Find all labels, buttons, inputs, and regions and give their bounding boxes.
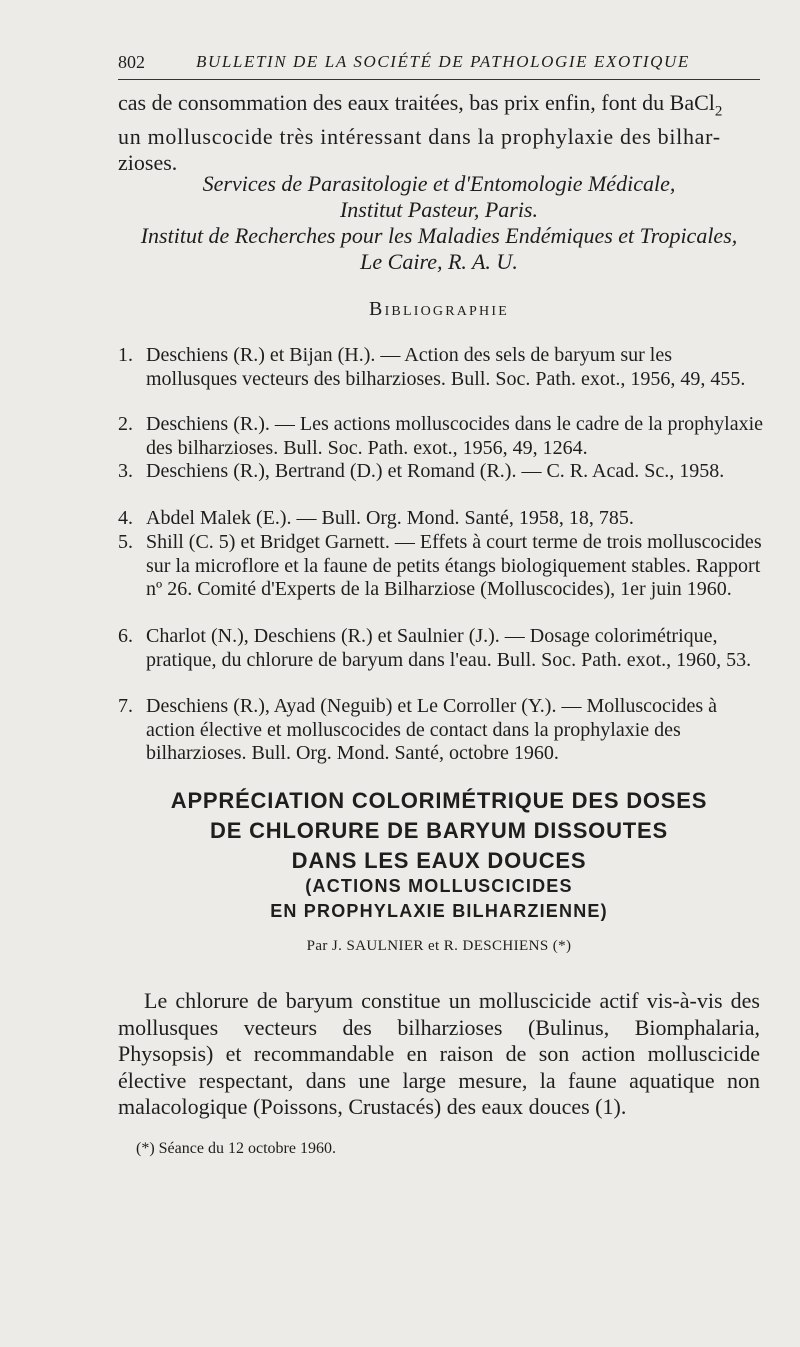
affiliation-line-4: Le Caire, R. A. U. [360,249,518,274]
article-title-line-1: APPRÉCIATION COLORIMÉTRIQUE DES DOSES [170,788,708,813]
bibliography-list [118,344,764,765]
bib-entry: 6. Charlot (N.), Deschiens (R.) et Saulnier (J.). — Dosage colorimétrique, pratique, du chlorure de baryum dans l'eau. Bull. Soc. Path. exot., 1960, 53. [118,625,752,671]
article-title [118,786,760,876]
bib-entry-text: Deschiens (R.). — Les actions molluscocides dans le cadre de la prophylaxie des bilharzioses. Bull. Soc. Path. exot., 1956, 49, 1264. [146,413,764,459]
affiliation [118,171,760,275]
article-title-line-3: DANS LES EAUX DOUCES [291,848,587,873]
intro-subscript: 2 [714,103,723,120]
page-number: 802 [118,52,145,72]
intro-line-1: cas de consommation des eaux traitées, bas prix enfin, font du BaCl$_2$ [118,90,723,120]
article-title-line-2: DE CHLORURE DE BARYUM DISSOUTES [210,818,668,843]
bib-entry-text: Shill (C. 5) et Bridget Garnett. — Effets à court terme de trois molluscocides sur la microflore et la faune de petits étangs biologiquement stables. Rapport nº 26. Comité d'Experts de la Bilharziose (Molluscocides), 1er juin 1960. [146,531,762,600]
article-authors: Par J. SAULNIER et R. DESCHIENS (*) [306,938,572,954]
article-subtitle [118,874,760,924]
bib-entry: 3. Deschiens (R.), Bertrand (D.) et Romand (R.). — C. R. Acad. Sc., 1958. [118,460,725,482]
bib-entry-text: Abdel Malek (E.). — Bull. Org. Mond. Santé, 1958, 18, 785. [146,507,634,529]
article-body: Le chlorure de baryum constitue un molluscicide actif vis-à-vis des mollusques vecteurs des bilharzioses (Bulinus, Biomphalaria, Physopsis) et recommandable en raison de son action molluscicide élective respectant, dans une large mesure, la faune aquatique non malacologique (Poissons, Crustacés) des eaux douces (1). [118,988,760,1119]
footnote: (*) Séance du 12 octobre 1960. [136,1140,336,1157]
journal-title: BULLETIN DE LA SOCIÉTÉ DE PATHOLOGIE EXOTIQUE [196,52,690,71]
affiliation-line-2: Institut Pasteur, Paris. [339,197,538,222]
bib-entry-text: Deschiens (R.), Bertrand (D.) et Romand (R.). — C. R. Acad. Sc., 1958. [146,460,725,482]
bib-entry-text: Deschiens (R.), Ayad (Neguib) et Le Corroller (Y.). — Molluscocides à action élective et molluscocides de contact dans la prophylaxie des bilharzioses. Bull. Org. Mond. Santé, octobre 1960. [146,695,717,764]
affiliation-line-3: Institut de Recherches pour les Maladies Endémiques et Tropicales, [140,223,738,248]
affiliation-line-1: Services de Parasitologie et d'Entomologie Médicale, [202,171,676,196]
bib-entry: 7. Deschiens (R.), Ayad (Neguib) et Le Corroller (Y.). — Molluscocides à action élective et molluscocides de contact dans la prophylaxie des bilharzioses. Bull. Org. Mond. Santé, octobre 1960. [118,695,717,764]
bib-entry: 4. Abdel Malek (E.). — Bull. Org. Mond. Santé, 1958, 18, 785. [118,507,634,529]
header-rule [118,79,760,80]
bib-entry-text: Deschiens (R.) et Bijan (H.). — Action des sels de baryum sur les mollusques vecteurs des bilharzioses. Bull. Soc. Path. exot., 1956, 49, 455. [146,344,746,390]
running-header [118,48,760,78]
article-subtitle-line-2: EN PROPHYLAXIE BILHARZIENNE) [270,901,608,921]
bib-entry: 1. Deschiens (R.) et Bijan (H.). — Action des sels de baryum sur les mollusques vecteurs des bilharzioses. Bull. Soc. Path. exot., 1956, 49, 455. [118,344,746,390]
bib-entry: 5. Shill (C. 5) et Bridget Garnett. — Effets à court terme de trois molluscocides sur la microflore et la faune de petits étangs biologiquement stables. Rapport nº 26. Comité d'Experts de la Bilharziose (Molluscocides), 1er juin 1960. [118,531,762,600]
article-subtitle-line-1: (ACTIONS MOLLUSCICIDES [305,876,573,896]
bib-entry-text: Charlot (N.), Deschiens (R.) et Saulnier (J.). — Dosage colorimétrique, pratique, du chlorure de baryum dans l'eau. Bull. Soc. Path. exot., 1960, 53. [146,625,752,671]
intro-line-2: un molluscocide très intéressant dans la prophylaxie des bilhar- [118,124,721,150]
bibliography-heading: Bibliographie [369,298,509,320]
intro-line-3: zioses. [118,150,178,176]
bib-entry: 2. Deschiens (R.). — Les actions molluscocides dans le cadre de la prophylaxie des bilharzioses. Bull. Soc. Path. exot., 1956, 49, 1264. [118,413,764,459]
intro-paragraph [118,90,760,176]
